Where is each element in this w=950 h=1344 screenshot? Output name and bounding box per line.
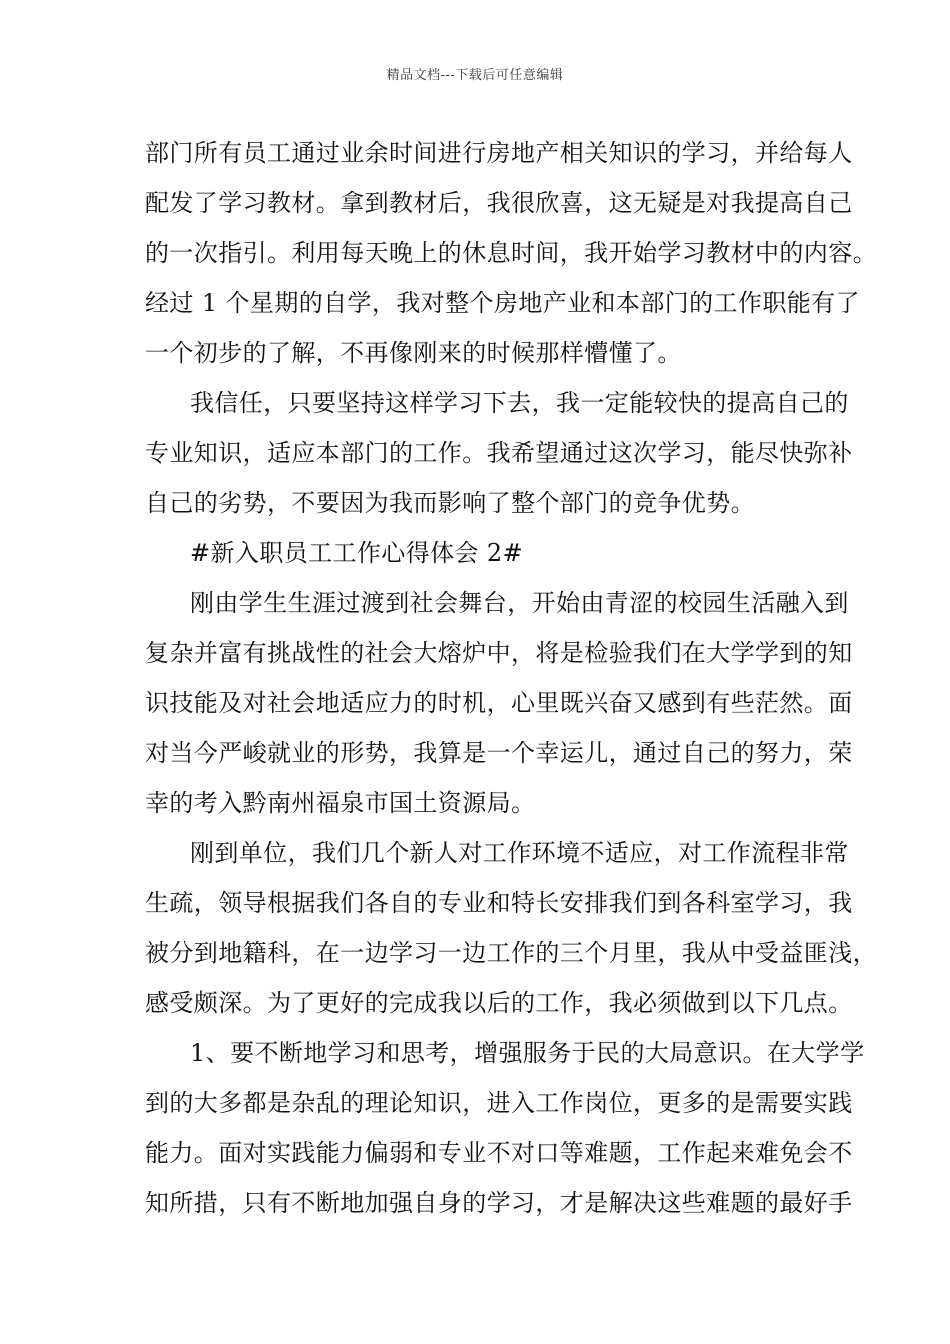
text-line: 生疏，领导根据我们各自的专业和特长安排我们到各科室学习，我 <box>145 889 853 917</box>
text-line: 幸的考入黔南州福泉市国土资源局。 <box>145 789 536 817</box>
text-line: 识技能及对社会地适应力的时机，心里既兴奋又感到有些茫然。面 <box>145 689 853 717</box>
text-line: 我信任，只要坚持这样学习下去，我一定能较快的提高自己的 <box>190 389 849 417</box>
text-line: 的一次指引。利用每天晚上的休息时间，我开始学习教材中的内容。 <box>145 239 877 267</box>
text-line: 一个初步的了解，不再像刚来的时候那样懵懂了。 <box>145 339 682 367</box>
text-line: 部门所有员工通过业余时间进行房地产相关知识的学习，并给每人 <box>145 139 853 167</box>
text-line: 自己的劣势，不要因为我而影响了整个部门的竞争优势。 <box>145 489 755 517</box>
text-line: 能力。面对实践能力偏弱和专业不对口等难题，工作起来难免会不 <box>145 1139 853 1167</box>
text-line: 专业知识，适应本部门的工作。我希望通过这次学习，能尽快弥补 <box>145 439 853 467</box>
text-line: 到的大多都是杂乱的理论知识，进入工作岗位，更多的是需要实践 <box>145 1089 853 1117</box>
page-header: 精品文档---下载后可任意编辑 <box>386 68 564 83</box>
text-line: 感受颇深。为了更好的完成我以后的工作，我必须做到以下几点。 <box>145 989 853 1017</box>
text-line: 1、要不断地学习和思考，增强服务于民的大局意识。在大学学 <box>190 1039 865 1067</box>
text-line: 对当今严峻就业的形势，我算是一个幸运儿，通过自己的努力，荣 <box>145 739 853 767</box>
text-line: 配发了学习教材。拿到教材后，我很欣喜，这无疑是对我提高自己 <box>145 189 853 217</box>
text-line: 复杂并富有挑战性的社会大熔炉中，将是检验我们在大学学到的知 <box>145 639 853 667</box>
section-heading: #新入职员工工作心得体会 2# <box>190 539 524 567</box>
text-line: 刚到单位，我们几个新人对工作环境不适应，对工作流程非常 <box>190 839 849 867</box>
text-line: 经过 1 个星期的自学，我对整个房地产业和本部门的工作职能有了 <box>145 289 860 317</box>
text-line: 刚由学生生涯过渡到社会舞台，开始由青涩的校园生活融入到 <box>190 589 849 617</box>
text-line: 被分到地籍科，在一边学习一边工作的三个月里，我从中受益匪浅， <box>145 939 877 967</box>
text-line: 知所措，只有不断地加强自身的学习，才是解决这些难题的最好手 <box>145 1189 853 1217</box>
